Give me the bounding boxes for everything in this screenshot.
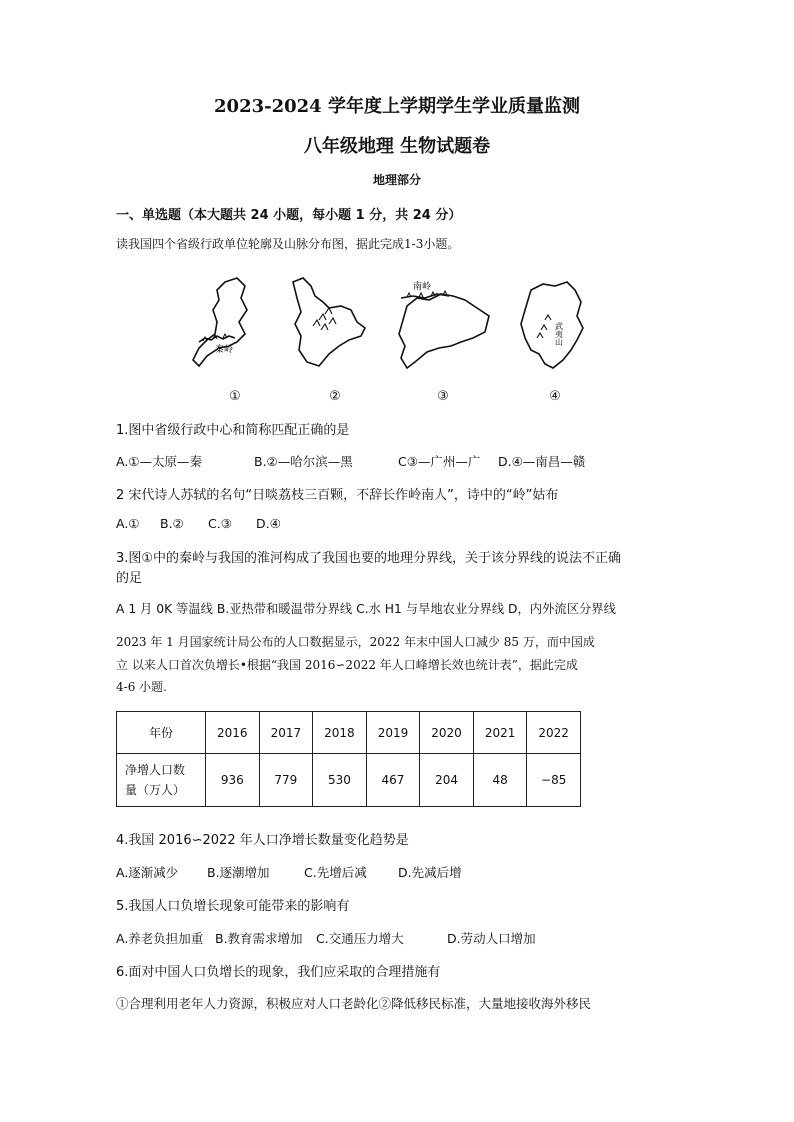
map-jiangxi bbox=[505, 276, 605, 404]
map-label-2: ② bbox=[329, 389, 341, 404]
question-3-line2: 的足 bbox=[116, 571, 143, 586]
map-3-outline bbox=[393, 276, 493, 376]
part-heading: 地理部分 bbox=[372, 173, 421, 187]
table-year: 2021 bbox=[473, 712, 527, 754]
q4-option-c: C.先增后减 bbox=[304, 865, 367, 880]
exam-subtitle: 八年级地理 生物试题卷 bbox=[303, 136, 491, 157]
exam-title: 2023-2024 学年度上学期学生学业质量监测 bbox=[214, 96, 580, 117]
q5-option-a: A.养老负担加重 bbox=[116, 931, 204, 946]
table-row-header bbox=[117, 754, 206, 807]
table-year: 2019 bbox=[366, 712, 420, 754]
map-heilongjiang bbox=[285, 276, 385, 404]
table-row bbox=[117, 754, 581, 807]
map-label-3: ③ bbox=[437, 389, 449, 404]
q2-option-a: A.① bbox=[116, 516, 140, 531]
map-shaanxi bbox=[185, 276, 285, 404]
table-value: 48 bbox=[473, 754, 527, 807]
q5-option-c: C.交通压力增大 bbox=[316, 931, 404, 946]
q2-option-b: B.② bbox=[160, 516, 184, 531]
q2-option-d: D.④ bbox=[256, 516, 281, 531]
row-header-line2: 量（万人） bbox=[125, 783, 186, 798]
intro-population-line3: 4-6 小题. bbox=[116, 680, 167, 694]
q4-option-b: B.逐潮增加 bbox=[207, 865, 270, 880]
question-5: 5.我国人口负增长现象可能带来的影响有 bbox=[116, 899, 350, 914]
map-2-outline bbox=[285, 276, 385, 376]
q1-option-b: B.②—哈尔滨—黑 bbox=[254, 454, 353, 469]
table-value: 467 bbox=[366, 754, 420, 807]
population-table bbox=[116, 711, 581, 807]
question-1: 1.图中省级行政中心和简称匹配正确的是 bbox=[116, 423, 350, 438]
row-header-line1: 净增人口数 bbox=[125, 763, 186, 778]
q1-option-c: C③—广州—广 bbox=[398, 454, 481, 469]
q3-options: A 1 月 0K 等温线 B.亚热带和暖温带分界线 C.水 H1 与旱地农业分界线 D，内外流区分界线 bbox=[116, 602, 616, 616]
question-4: 4.我国 2016∽2022 年人口净增长数量变化趋势是 bbox=[116, 833, 409, 848]
table-value: 779 bbox=[259, 754, 313, 807]
q5-option-d: D.劳动人口增加 bbox=[447, 931, 536, 946]
table-value: 204 bbox=[420, 754, 474, 807]
map-label-4: ④ bbox=[549, 389, 561, 404]
intro-population-line2: 立 以来人口首次负增长•根据“我国 2016∽2022 年人口峰增长效也统计表”，据此完成 bbox=[116, 658, 578, 672]
q2-option-c: C.③ bbox=[208, 516, 232, 531]
table-col-header: 年份 bbox=[117, 712, 206, 754]
map-4-outline bbox=[505, 276, 605, 376]
map-1-outline bbox=[185, 276, 285, 376]
question-6: 6.面对中国人口负增长的现象，我们应采取的合理措施有 bbox=[116, 965, 441, 980]
q6-statement-line1: ①合理利用老年人力资源，积极应对人口老龄化②降低移民标准，大量地接收海外移民 bbox=[116, 996, 592, 1011]
map-1-text: 秦岭 bbox=[215, 345, 234, 355]
section-heading: 一、单选题（本大题共 24 小题，每小题 1 分，共 24 分） bbox=[116, 208, 462, 223]
table-value: −85 bbox=[527, 754, 581, 807]
province-maps bbox=[185, 276, 605, 404]
map-4-text: 武夷山 bbox=[554, 322, 564, 346]
q4-option-a: A.逐渐减少 bbox=[116, 865, 179, 880]
question-2: 2 宋代诗人苏轼的名句“日啖荔枝三百颗，不辞长作岭南人”，诗中的“岭”姑布 bbox=[116, 488, 559, 503]
q4-option-d: D.先减后增 bbox=[398, 865, 462, 880]
map-3-text: 南岭 bbox=[413, 282, 432, 292]
table-year: 2020 bbox=[420, 712, 474, 754]
table-year: 2022 bbox=[527, 712, 581, 754]
table-year: 2016 bbox=[206, 712, 260, 754]
table-value: 936 bbox=[206, 754, 260, 807]
q1-option-a: A.①—太原—秦 bbox=[116, 454, 203, 469]
table-row bbox=[117, 712, 581, 754]
map-label-1: ① bbox=[229, 389, 241, 404]
table-value: 530 bbox=[313, 754, 367, 807]
map-guangdong bbox=[393, 276, 493, 404]
table-year: 2018 bbox=[313, 712, 367, 754]
q1-option-d: D.④—南昌—赣 bbox=[498, 454, 586, 469]
q5-option-b: B.教育需求增加 bbox=[215, 931, 303, 946]
question-3-line1: 3.图①中的秦岭与我国的淮河构成了我国也要的地理分界线，关于该分界线的说法不正确 bbox=[116, 551, 622, 566]
table-year: 2017 bbox=[259, 712, 313, 754]
intro-maps: 读我国四个省级行政单位轮廓及山脉分布图，据此完成1-3小题。 bbox=[116, 237, 460, 251]
intro-population-line1: 2023 年 1 月国家统计局公布的人口数据显示，2022 年末中国人口减少 85 万，而中国成 bbox=[116, 635, 595, 649]
